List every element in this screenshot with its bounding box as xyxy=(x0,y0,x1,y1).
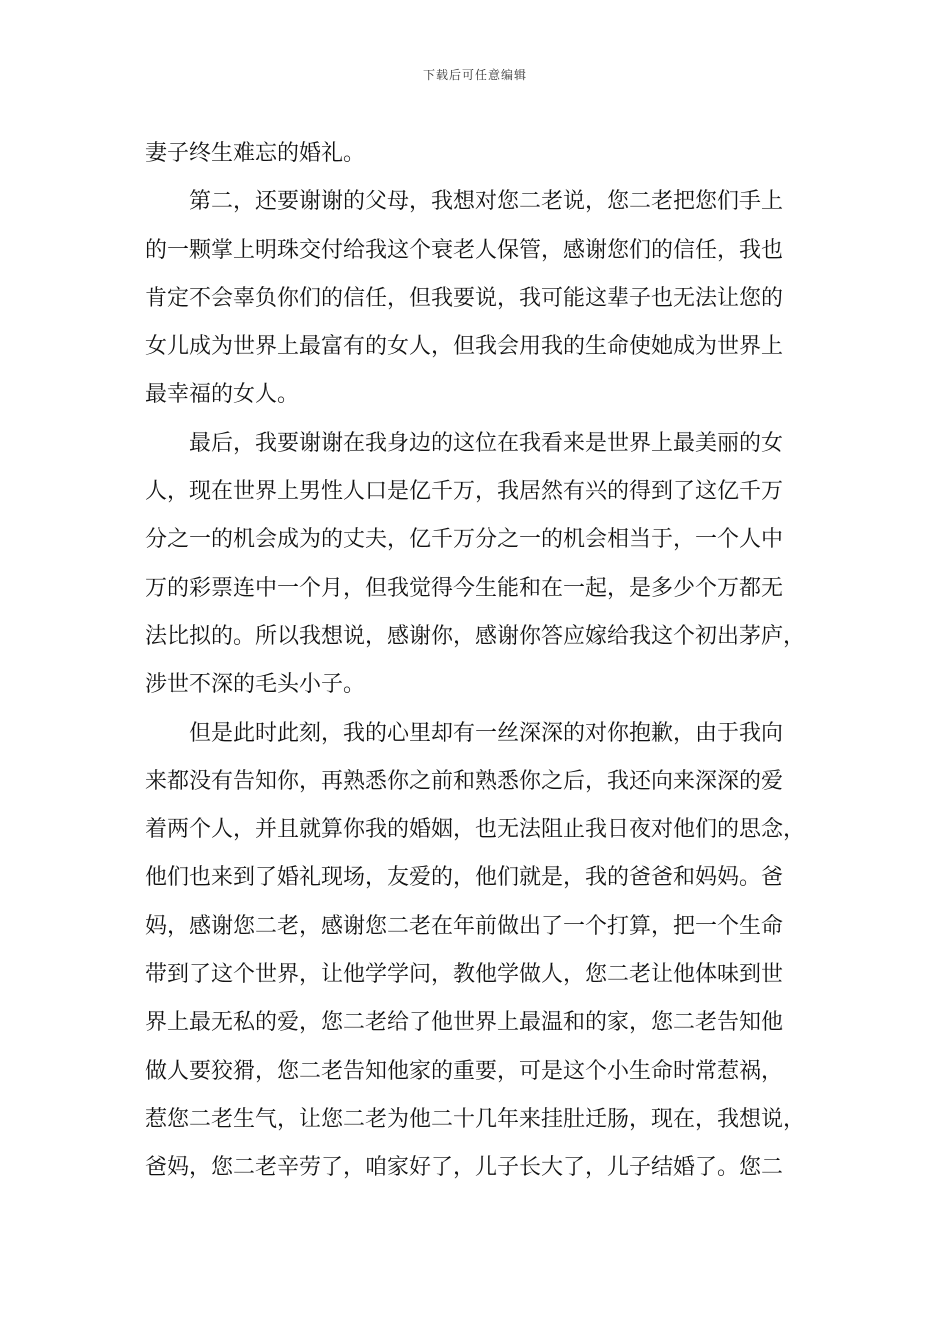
text-line: 界上最无私的爱，您二老给了他世界上最温和的家，您二老告知他 xyxy=(145,1010,784,1036)
text-line: 最幸福的女人。 xyxy=(145,382,300,408)
text-line: 肯定不会辜负你们的信任，但我要说，我可能这辈子也无法让您的 xyxy=(145,285,784,311)
text-line: 女儿成为世界上最富有的女人，但我会用我的生命使她成为世界上 xyxy=(145,334,784,360)
text-line: 分之一的机会成为的丈夫，亿千万分之一的机会相当于，一个人中 xyxy=(145,527,784,553)
text-line: 带到了这个世界，让他学学问，教他学做人，您二老让他体味到世 xyxy=(145,962,784,988)
text-line: 的一颗掌上明珠交付给我这个衰老人保管，感谢您们的信任，我也 xyxy=(145,237,784,263)
body-text xyxy=(145,130,809,1193)
text-line: 妻子终生难忘的婚礼。 xyxy=(145,141,366,166)
text-line: 第二，还要谢谢的父母，我想对您二老说，您二老把您们手上 xyxy=(189,189,784,215)
text-line: 最后，我要谢谢在我身边的这位在我看来是世界上最美丽的女 xyxy=(189,430,784,456)
text-line: 万的彩票连中一个月，但我觉得今生能和在一起，是多少个万都无 xyxy=(145,575,784,601)
text-line: 但是此时此刻，我的心里却有一丝深深的对你抱歉，由于我向 xyxy=(189,720,784,746)
text-line: 做人要狡猾，您二老告知他家的重要，可是这个小生命时常惹祸， xyxy=(145,1058,784,1084)
text-line: 他们也来到了婚礼现场，友爱的，他们就是，我的爸爸和妈妈。爸 xyxy=(145,865,784,891)
text-line: 爸妈，您二老辛劳了，咱家好了，儿子长大了，儿子结婚了。您二 xyxy=(145,1155,784,1181)
text-line: 惹您二老生气，让您二老为他二十几年来挂肚迁肠，现在，我想说， xyxy=(145,1106,806,1132)
text-line: 法比拟的。所以我想说，感谢你，感谢你答应嫁给我这个初出茅庐， xyxy=(145,623,806,649)
text-line: 妈，感谢您二老，感谢您二老在年前做出了一个打算，把一个生命 xyxy=(145,913,784,939)
page-header: 下载后可任意编辑 xyxy=(422,68,527,82)
text-line: 来都没有告知你，再熟悉你之前和熟悉你之后，我还向来深深的爱 xyxy=(145,768,784,794)
text-line: 涉世不深的毛头小子。 xyxy=(145,672,366,698)
text-line: 人，现在世界上男性人口是亿千万，我居然有兴的得到了这亿千万 xyxy=(145,479,784,505)
text-line: 着两个人，并且就算你我的婚姻，也无法阻止我日夜对他们的思念， xyxy=(145,817,806,843)
